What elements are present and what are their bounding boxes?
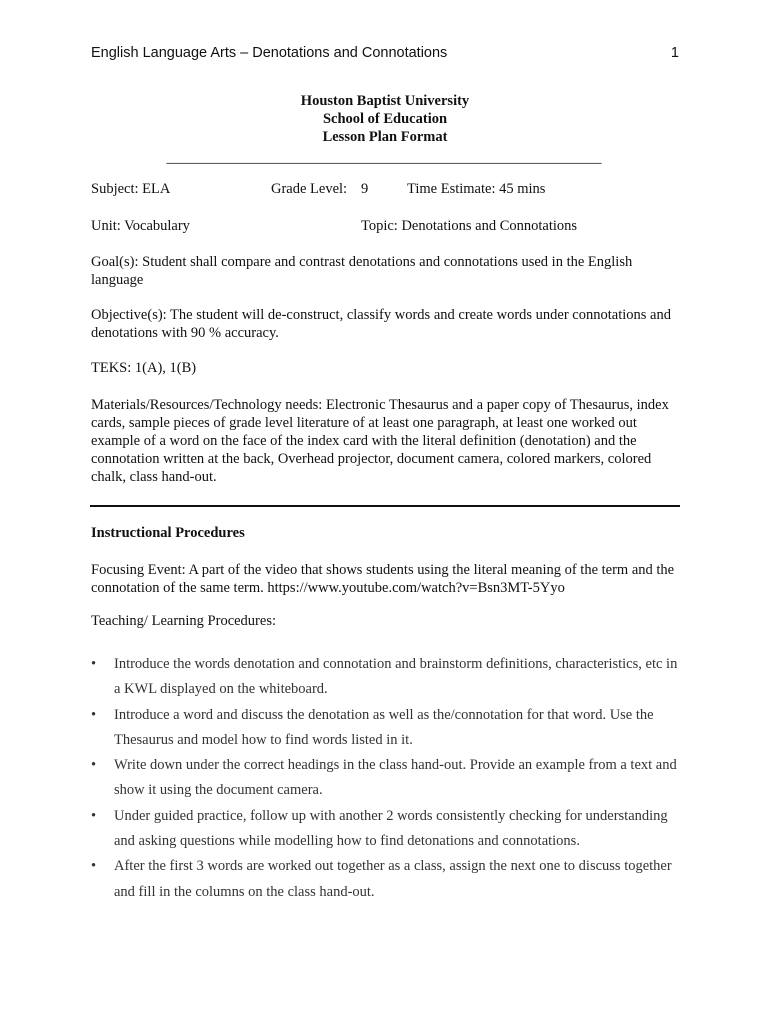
list-item — [91, 854, 681, 905]
university-name: Houston Baptist University — [300, 93, 470, 109]
topic: Topic: Denotations and Connotations — [361, 218, 578, 234]
doc-type: Lesson Plan Format — [322, 129, 448, 145]
step-text: Introduce the words denotation and connotation and brainstorm definitions, characteristics, etc in a KWL displayed on the whiteboard. — [114, 656, 678, 698]
procedure-list — [91, 652, 681, 905]
page-number: 1 — [670, 45, 679, 61]
focusing-event: Focusing Event: A part of the video that shows students using the literal meaning of the term and the connotation of the same term. https://www.youtube.com/watch?v=Bsn3MT-5Yyo — [91, 562, 675, 596]
school-name: School of Education — [322, 111, 448, 127]
grade-level-label: Grade Level: — [271, 181, 348, 197]
goals: Goal(s): Student shall compare and contrast denotations and connotations used in the English language — [91, 254, 633, 288]
step-text: Under guided practice, follow up with another 2 words consistently checking for understanding and asking questions while modelling how to find detonations and connotations. — [114, 807, 668, 850]
subject: Subject: ELA — [91, 181, 171, 197]
list-item — [91, 652, 681, 703]
time-estimate: Time Estimate: 45 mins — [407, 181, 546, 197]
step-text: Introduce a word and discuss the denotation as well as the/connotation for that word. Use the Thesaurus and model how to find words listed in it. — [114, 706, 654, 748]
bullet-icon: • — [91, 656, 97, 672]
teaching-label: Teaching/ Learning Procedures: — [91, 613, 276, 629]
grade-level-value: 9 — [361, 181, 369, 197]
title-underline: ____________________________________________________________ — [166, 150, 602, 164]
bullet-icon: • — [91, 807, 97, 824]
list-item — [91, 753, 681, 804]
bullet-icon: • — [91, 858, 97, 875]
list-item — [91, 804, 681, 855]
unit: Unit: Vocabulary — [91, 218, 190, 234]
list-item — [91, 703, 681, 754]
section-divider — [90, 505, 680, 507]
step-text: After the first 3 words are worked out together as a class, assign the next one to discuss together and fill in the columns on the class hand-out. — [114, 858, 672, 900]
bullet-icon: • — [91, 706, 97, 723]
header-title: English Language Arts – Denotations and Connotations — [91, 45, 448, 61]
objectives: Objective(s): The student will de-construct, classify words and create words under connotations and denotations with 90 % accuracy. — [91, 307, 671, 341]
instructional-heading: Instructional Procedures — [91, 525, 245, 541]
step-text: Write down under the correct headings in the class hand-out. Provide an example from a text and show it using the document camera. — [114, 757, 677, 799]
materials: Materials/Resources/Technology needs: Electronic Thesaurus and a paper copy of Thesaurus, index cards, sample pieces of grade level literature of at least one paragraph, at least one worked out example of a word on the face of the index card with the literal definition (denotation) and the connotation written at the back, Overhead projector, document camera, colored markers, colored chalk, class hand-out. — [91, 397, 669, 485]
bullet-icon: • — [91, 757, 97, 774]
running-header — [91, 45, 681, 65]
teks: TEKS: 1(A), 1(B) — [91, 360, 197, 376]
